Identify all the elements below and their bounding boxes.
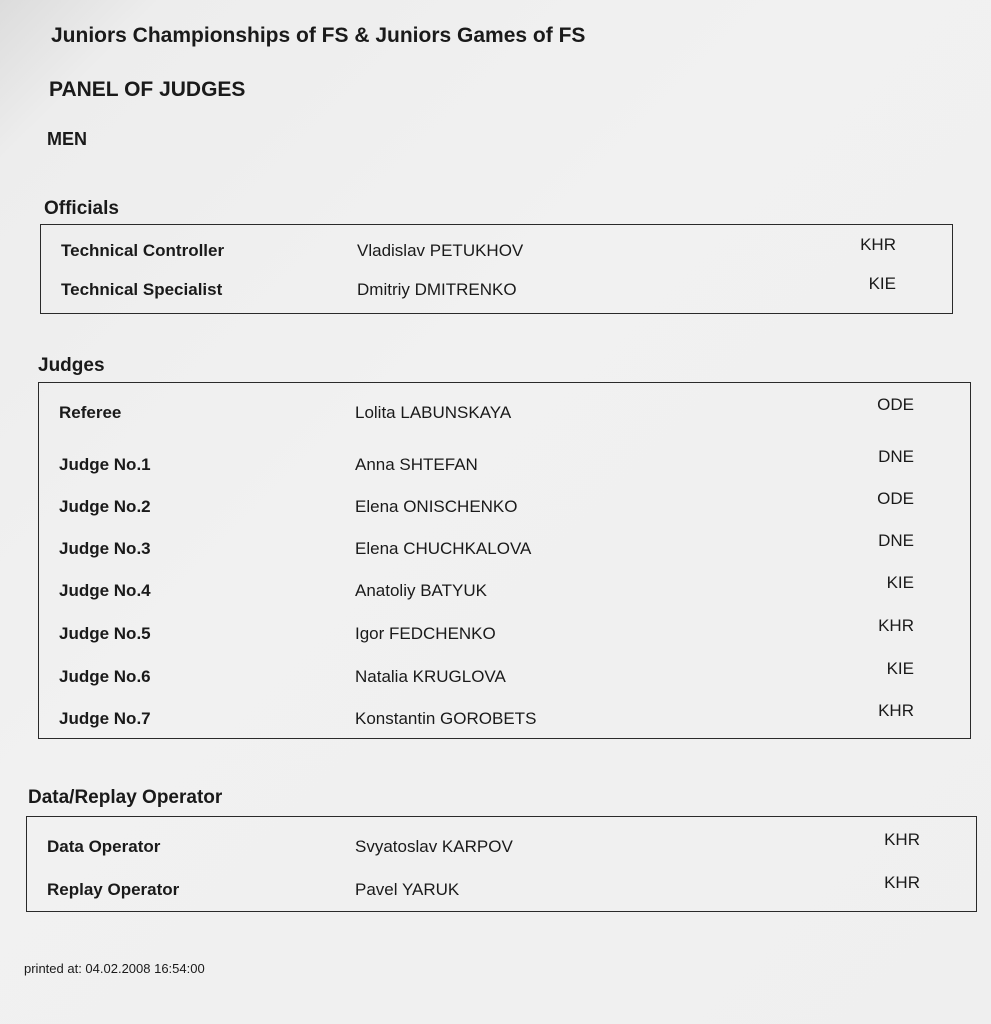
role-label: Judge No.5	[59, 624, 151, 643]
table-row	[41, 274, 952, 304]
operator-name: Pavel YARUK	[355, 880, 460, 899]
role-label: Replay Operator	[47, 880, 180, 899]
table-row	[39, 573, 970, 605]
table-row	[27, 873, 976, 904]
federation-code: KHR	[878, 701, 914, 720]
judge-name: Elena ONISCHENKO	[355, 497, 518, 516]
table-row	[39, 531, 970, 563]
official-name: Dmitriy DMITRENKO	[357, 280, 517, 299]
table-row	[41, 235, 952, 265]
judge-name: Anna SHTEFAN	[355, 455, 478, 474]
role-label: Referee	[59, 403, 122, 422]
federation-code: KHR	[860, 235, 896, 254]
table-row	[39, 489, 970, 521]
judge-name: Elena CHUCHKALOVA	[355, 539, 532, 558]
officials-heading: Officials	[44, 198, 119, 219]
role-label: Judge No.1	[59, 455, 151, 474]
document-subtitle: PANEL OF JUDGES	[49, 78, 246, 101]
printed-timestamp: printed at: 04.02.2008 16:54:00	[24, 961, 205, 976]
judge-name: Anatoliy BATYUK	[355, 581, 487, 600]
table-row	[39, 701, 970, 733]
role-label: Judge No.6	[59, 667, 151, 686]
federation-code: KHR	[878, 616, 914, 635]
federation-code: KHR	[884, 873, 920, 892]
table-row	[39, 659, 970, 691]
role-label: Judge No.4	[59, 581, 151, 600]
judge-name: Natalia KRUGLOVA	[355, 667, 506, 686]
judge-name: Igor FEDCHENKO	[355, 624, 496, 643]
role-label: Judge No.7	[59, 709, 151, 728]
operators-box	[26, 816, 977, 912]
judge-name: Lolita LABUNSKAYA	[355, 403, 512, 422]
table-row	[39, 616, 970, 648]
federation-code: DNE	[878, 447, 914, 466]
federation-code: ODE	[877, 489, 914, 508]
operators-heading: Data/Replay Operator	[28, 787, 223, 808]
federation-code: KIE	[886, 573, 914, 592]
document-title: Juniors Championships of FS & Juniors Games of FS	[51, 24, 586, 47]
table-row	[39, 395, 970, 427]
table-row	[27, 830, 976, 861]
table-row	[39, 447, 970, 479]
judges-box	[38, 382, 971, 739]
officials-box	[40, 224, 953, 314]
federation-code: KIE	[886, 659, 914, 678]
role-label: Technical Specialist	[61, 280, 223, 299]
judge-name: Konstantin GOROBETS	[355, 709, 537, 728]
federation-code: ODE	[877, 395, 914, 414]
federation-code: KIE	[868, 274, 896, 293]
role-label: Data Operator	[47, 837, 161, 856]
judges-heading: Judges	[38, 355, 105, 376]
role-label: Technical Controller	[61, 241, 225, 260]
role-label: Judge No.3	[59, 539, 151, 558]
official-name: Vladislav PETUKHOV	[357, 241, 524, 260]
federation-code: DNE	[878, 531, 914, 550]
role-label: Judge No.2	[59, 497, 151, 516]
category-label: MEN	[47, 129, 87, 149]
federation-code: KHR	[884, 830, 920, 849]
operator-name: Svyatoslav KARPOV	[355, 837, 513, 856]
